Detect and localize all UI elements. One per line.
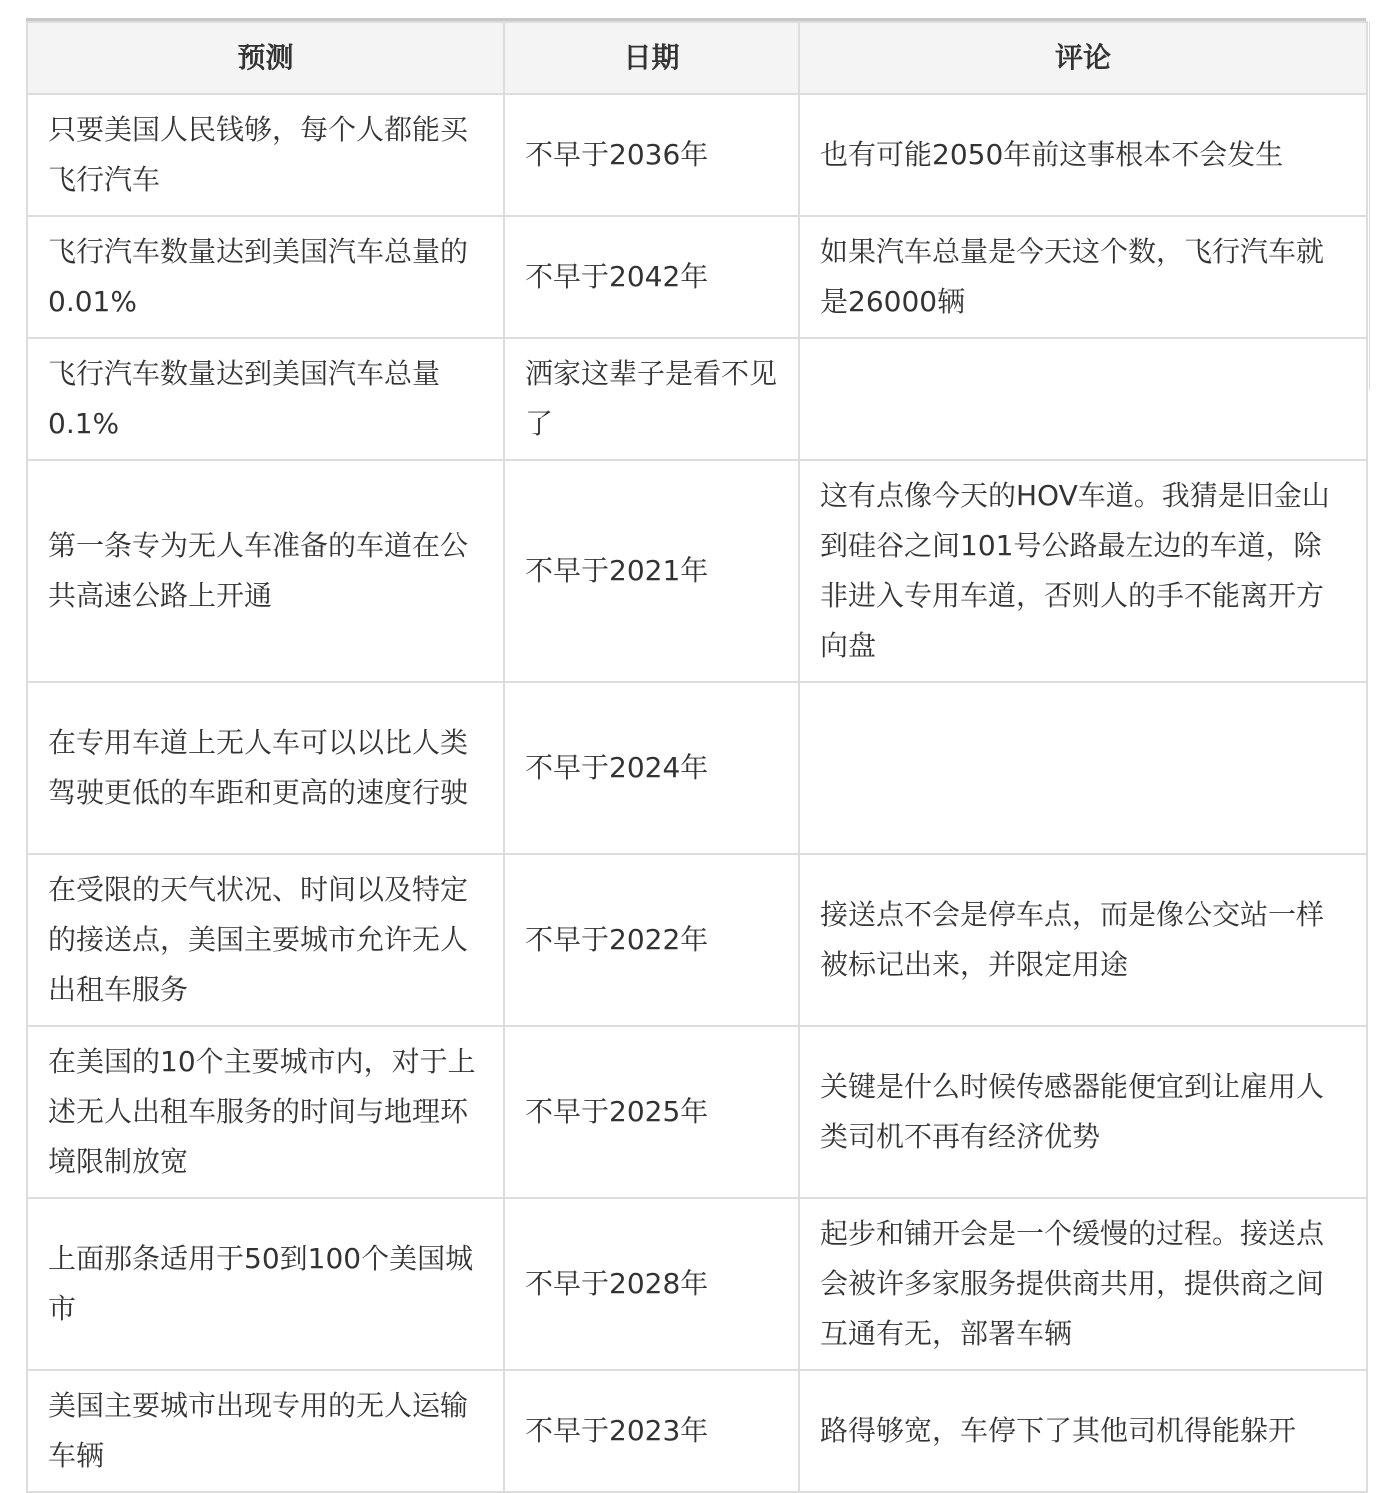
prediction-cell: 美国主要城市出现专用的无人运输车辆 [27, 1370, 504, 1492]
header-prediction: 预测 [27, 22, 504, 94]
table-row [27, 1198, 1367, 1370]
comment-cell: 接送点不会是停车点，而是像公交站一样被标记出来，并限定用途 [799, 854, 1367, 1026]
table-row [27, 1026, 1367, 1198]
date-cell: 不早于2025年 [504, 1026, 799, 1198]
date-cell: 不早于2036年 [504, 94, 799, 216]
date-cell: 不早于2024年 [504, 682, 799, 854]
predictions-table [26, 21, 1368, 1493]
prediction-cell: 只要美国人民钱够，每个人都能买飞行汽车 [27, 94, 504, 216]
prediction-cell: 在美国的10个主要城市内，对于上述无人出租车服务的时间与地理环境限制放宽 [27, 1026, 504, 1198]
table-row [27, 460, 1367, 682]
table-row [27, 682, 1367, 854]
date-cell: 不早于2042年 [504, 216, 799, 338]
comment-cell: 这有点像今天的HOV车道。我猜是旧金山到硅谷之间101号公路最左边的车道，除非进入专用车道，否则人的手不能离开方向盘 [799, 460, 1367, 682]
prediction-cell: 在受限的天气状况、时间以及特定的接送点，美国主要城市允许无人出租车服务 [27, 854, 504, 1026]
date-cell: 洒家这辈子是看不见了 [504, 338, 799, 460]
date-cell: 不早于2028年 [504, 1198, 799, 1370]
table-row [27, 94, 1367, 216]
prediction-cell: 上面那条适用于50到100个美国城市 [27, 1198, 504, 1370]
comment-cell: 路得够宽，车停下了其他司机得能躲开 [799, 1370, 1367, 1492]
table-header-row [27, 22, 1367, 94]
prediction-cell: 飞行汽车数量达到美国汽车总量的0.01% [27, 216, 504, 338]
comment-cell: 也有可能2050年前这事根本不会发生 [799, 94, 1367, 216]
prediction-cell: 第一条专为无人车准备的车道在公共高速公路上开通 [27, 460, 504, 682]
comment-cell: 如果汽车总量是今天这个数，飞行汽车就是26000辆 [799, 216, 1367, 338]
comment-cell [799, 338, 1367, 460]
table-row [27, 854, 1367, 1026]
prediction-cell: 飞行汽车数量达到美国汽车总量0.1% [27, 338, 504, 460]
table-row [27, 216, 1367, 338]
header-date: 日期 [504, 22, 799, 94]
prediction-cell: 在专用车道上无人车可以以比人类驾驶更低的车距和更高的速度行驶 [27, 682, 504, 854]
date-cell: 不早于2022年 [504, 854, 799, 1026]
date-cell: 不早于2021年 [504, 460, 799, 682]
comment-cell: 关键是什么时候传感器能便宜到让雇用人类司机不再有经济优势 [799, 1026, 1367, 1198]
table-row [27, 338, 1367, 460]
table-row [27, 1370, 1367, 1492]
header-comment: 评论 [799, 22, 1367, 94]
date-cell: 不早于2023年 [504, 1370, 799, 1492]
comment-cell [799, 682, 1367, 854]
page-edge-line [1369, 22, 1370, 390]
comment-cell: 起步和铺开会是一个缓慢的过程。接送点会被许多家服务提供商共用，提供商之间互通有无，部署车辆 [799, 1198, 1367, 1370]
